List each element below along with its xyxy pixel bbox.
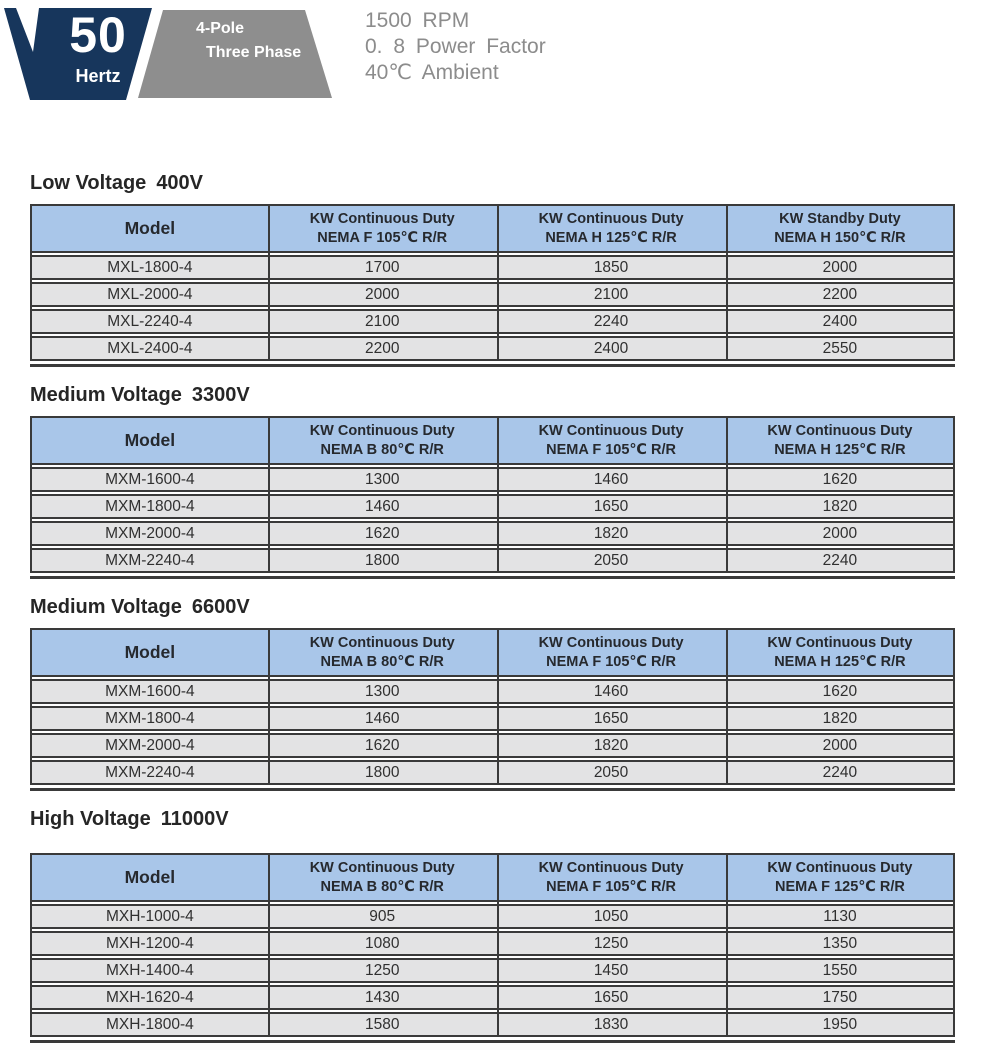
section-title-label: High Voltage: [30, 808, 151, 830]
value-cell: 905: [369, 908, 396, 925]
value-cell: 1820: [822, 498, 858, 515]
table-row: [32, 931, 953, 956]
spec-table: [30, 853, 955, 1037]
table-header-row: [32, 628, 953, 677]
column-header-line1: KW Standby Duty: [779, 210, 901, 227]
section-title: [30, 596, 955, 619]
value-cell: 1460: [364, 710, 400, 727]
column-header: [268, 418, 497, 463]
table-row: [32, 985, 953, 1010]
value-cell: 2050: [593, 552, 629, 569]
value-cell: 1620: [822, 683, 858, 700]
section-title-label: Low Voltage: [30, 172, 147, 194]
value-cell: 1300: [364, 471, 400, 488]
column-header-line1: KW Continuous Duty: [767, 422, 913, 439]
column-header: [268, 206, 497, 251]
content-area: [0, 112, 985, 1043]
model-cell: MXH-1800-4: [105, 1016, 194, 1033]
value-cell: 2100: [593, 286, 629, 303]
value-cell: 1620: [822, 471, 858, 488]
value-cell: 2200: [822, 286, 858, 303]
section-title-label: Medium Voltage: [30, 596, 182, 618]
value-cell: 2100: [364, 313, 400, 330]
table-body: [32, 904, 953, 1037]
value-cell: 1800: [364, 764, 400, 781]
table-row: [32, 494, 953, 519]
table-row: [32, 548, 953, 573]
value-cell: 1130: [823, 908, 857, 925]
model-cell: MXH-1400-4: [105, 962, 194, 979]
section-title-voltage: 11000V: [160, 808, 229, 830]
column-header: [497, 418, 726, 463]
spec-table: [30, 204, 955, 361]
table-row: [32, 679, 953, 704]
column-divider: [726, 204, 728, 361]
value-cell: 2400: [593, 340, 629, 357]
column-header-line1: KW Continuous Duty: [538, 859, 684, 876]
value-cell: 2400: [822, 313, 858, 330]
column-header: [497, 855, 726, 900]
spec-table: [30, 628, 955, 785]
value-cell: 2240: [822, 764, 858, 781]
column-header-model: [32, 418, 268, 463]
table-header-row: [32, 416, 953, 465]
value-cell: 1820: [593, 737, 629, 754]
column-divider: [497, 416, 499, 573]
column-header-line2: NEMA F 105℃ R/R: [546, 441, 676, 458]
table-row: [32, 904, 953, 929]
section-title: [30, 808, 955, 831]
model-cell: MXL-1800-4: [107, 259, 193, 276]
frequency-value: 50: [69, 7, 127, 63]
table-body: [32, 255, 953, 361]
table-row: [32, 1012, 953, 1037]
model-cell: MXM-1800-4: [105, 498, 195, 515]
table-row: [32, 706, 953, 731]
model-cell: MXM-2240-4: [105, 764, 195, 781]
column-header-line2: NEMA F 105℃ R/R: [546, 878, 676, 895]
table-header-row: [32, 204, 953, 253]
column-header-line1: KW Continuous Duty: [767, 859, 913, 876]
spec-line-rpm: 1500 RPM: [365, 9, 470, 32]
value-cell: 2000: [822, 525, 858, 542]
table-bottom-rule: [30, 576, 955, 579]
table-bottom-rule: [30, 364, 955, 367]
column-header: [725, 630, 954, 675]
column-header-line2: NEMA B 80℃ R/R: [320, 441, 444, 458]
value-cell: 1460: [593, 683, 629, 700]
model-cell: MXH-1620-4: [105, 989, 194, 1006]
column-header: [497, 630, 726, 675]
section-title-voltage: 6600V: [191, 596, 250, 618]
column-divider: [268, 416, 270, 573]
model-cell: MXH-1000-4: [105, 908, 194, 925]
column-divider: [268, 628, 270, 785]
column-header: [725, 418, 954, 463]
model-cell: MXM-2000-4: [105, 525, 195, 542]
column-header-line1: Model: [124, 430, 176, 450]
column-header-line1: KW Continuous Duty: [538, 210, 684, 227]
model-cell: MXM-1600-4: [105, 471, 195, 488]
column-divider: [726, 416, 728, 573]
value-cell: 2240: [822, 552, 858, 569]
table-row: [32, 958, 953, 983]
column-header-model: [32, 855, 268, 900]
model-cell: MXM-2240-4: [105, 552, 195, 569]
column-header: [268, 630, 497, 675]
value-cell: 1800: [364, 552, 400, 569]
page-header: [0, 0, 985, 112]
value-cell: 1750: [822, 989, 858, 1006]
table-row: [32, 760, 953, 785]
value-cell: 2000: [822, 737, 858, 754]
value-cell: 1080: [364, 935, 400, 952]
value-cell: 1650: [593, 989, 629, 1006]
column-header-line1: Model: [124, 218, 176, 238]
column-divider: [497, 853, 499, 1037]
table-row: [32, 467, 953, 492]
column-divider: [497, 204, 499, 361]
column-divider: [268, 853, 270, 1037]
column-header: [497, 206, 726, 251]
column-header-line2: NEMA B 80℃ R/R: [320, 878, 444, 895]
column-header-line2: NEMA H 125℃ R/R: [774, 441, 906, 458]
column-header-line1: KW Continuous Duty: [309, 634, 455, 651]
column-header-line2: NEMA F 125℃ R/R: [775, 878, 905, 895]
section-low-voltage: [30, 172, 955, 367]
table-header-row: [32, 853, 953, 902]
section-title-label: Medium Voltage: [30, 384, 182, 406]
section-medium-voltage-3300: [30, 384, 955, 579]
section-title-voltage: 3300V: [191, 384, 250, 406]
value-cell: 1460: [364, 498, 400, 515]
pole-label: 4-Pole: [196, 20, 245, 37]
section-title-voltage: 400V: [156, 172, 204, 194]
column-header-line2: NEMA H 150℃ R/R: [774, 229, 906, 246]
value-cell: 1820: [822, 710, 858, 727]
table-row: [32, 336, 953, 361]
value-cell: 1550: [822, 962, 858, 979]
column-header-line1: Model: [124, 642, 176, 662]
value-cell: 1350: [822, 935, 858, 952]
model-cell: MXL-2240-4: [107, 313, 193, 330]
value-cell: 1450: [593, 962, 629, 979]
value-cell: 2240: [593, 313, 629, 330]
value-cell: 1430: [364, 989, 400, 1006]
table-row: [32, 255, 953, 280]
value-cell: 1820: [593, 525, 629, 542]
value-cell: 1700: [364, 259, 400, 276]
column-header-line2: NEMA H 125℃ R/R: [545, 229, 677, 246]
column-divider: [726, 853, 728, 1037]
value-cell: 1950: [822, 1016, 858, 1033]
table-body: [32, 679, 953, 785]
column-header: [725, 206, 954, 251]
column-divider: [726, 628, 728, 785]
section-medium-voltage-6600: [30, 596, 955, 791]
section-high-voltage: [30, 808, 955, 1043]
value-cell: 2000: [364, 286, 400, 303]
model-cell: MXL-2000-4: [107, 286, 193, 303]
value-cell: 1050: [593, 908, 629, 925]
column-header-line1: Model: [124, 867, 176, 887]
column-header-line1: KW Continuous Duty: [538, 422, 684, 439]
frequency-unit: Hertz: [75, 66, 121, 86]
spec-line-ambient: 40℃ Ambient: [365, 61, 499, 84]
spec-line-power-factor: 0. 8 Power Factor: [365, 35, 546, 58]
model-cell: MXL-2400-4: [107, 340, 193, 357]
value-cell: 1620: [364, 525, 400, 542]
value-cell: 1250: [364, 962, 400, 979]
column-header-line2: NEMA H 125℃ R/R: [774, 653, 906, 670]
value-cell: 1300: [364, 683, 400, 700]
value-cell: 1850: [593, 259, 629, 276]
table-bottom-rule: [30, 788, 955, 791]
model-cell: MXM-2000-4: [105, 737, 195, 754]
column-header-line2: NEMA F 105℃ R/R: [317, 229, 448, 246]
table-body: [32, 467, 953, 573]
value-cell: 2000: [822, 259, 858, 276]
column-header-model: [32, 206, 268, 251]
column-divider: [497, 628, 499, 785]
table-row: [32, 282, 953, 307]
column-header-line2: NEMA F 105℃ R/R: [546, 653, 676, 670]
spec-table: [30, 416, 955, 573]
column-header-line1: KW Continuous Duty: [309, 210, 455, 227]
table-row: [32, 309, 953, 334]
table-row: [32, 521, 953, 546]
column-header-line1: KW Continuous Duty: [538, 634, 684, 651]
table-row: [32, 733, 953, 758]
column-header: [725, 855, 954, 900]
value-cell: 1580: [364, 1016, 400, 1033]
column-header-line2: NEMA B 80℃ R/R: [320, 653, 444, 670]
column-header-line1: KW Continuous Duty: [767, 634, 913, 651]
model-cell: MXM-1800-4: [105, 710, 195, 727]
value-cell: 1460: [593, 471, 629, 488]
value-cell: 1250: [593, 935, 629, 952]
value-cell: 2200: [364, 340, 400, 357]
value-cell: 1830: [593, 1016, 629, 1033]
phase-label: Three Phase: [206, 44, 302, 61]
column-header: [268, 855, 497, 900]
column-divider: [268, 204, 270, 361]
value-cell: 2050: [593, 764, 629, 781]
value-cell: 1620: [364, 737, 400, 754]
value-cell: 1650: [593, 498, 629, 515]
column-header-model: [32, 630, 268, 675]
spec-lines: [365, 8, 546, 86]
column-header-line1: KW Continuous Duty: [309, 859, 455, 876]
value-cell: 2550: [822, 340, 858, 357]
column-header-line1: KW Continuous Duty: [309, 422, 455, 439]
model-cell: MXH-1200-4: [105, 935, 194, 952]
model-cell: MXM-1600-4: [105, 683, 195, 700]
section-title: [30, 172, 955, 195]
section-title: [30, 384, 955, 407]
value-cell: 1650: [593, 710, 629, 727]
